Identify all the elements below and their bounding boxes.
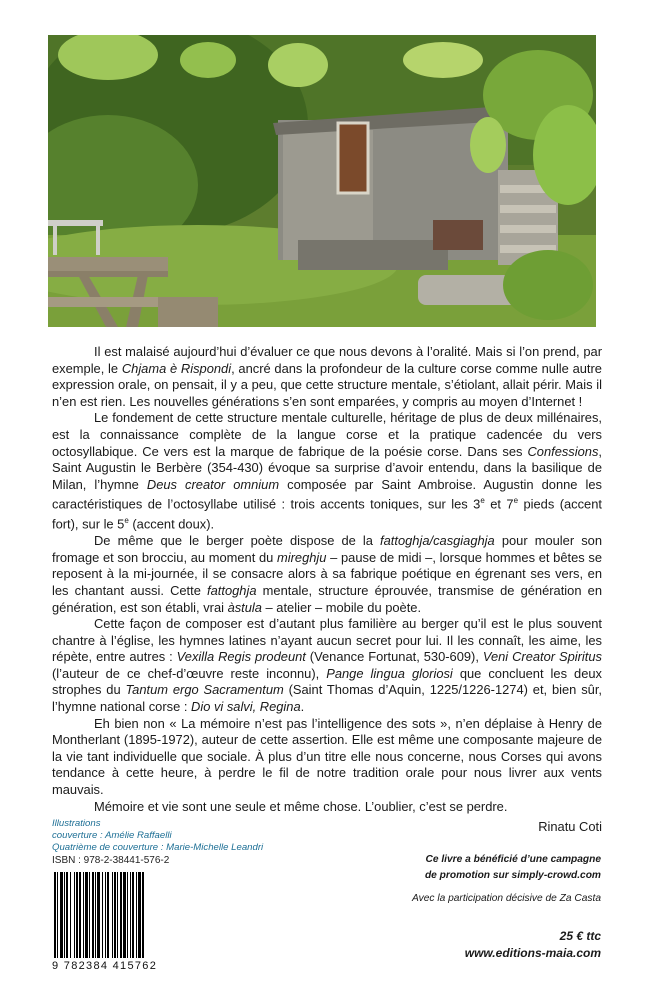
barcode-bar xyxy=(120,872,122,958)
barcode-bar xyxy=(114,872,116,958)
barcode-bar xyxy=(89,872,90,958)
barcode-bar xyxy=(74,872,75,958)
barcode-bar xyxy=(130,872,131,958)
paragraph: Eh bien non « La mémoire n’est pas l’intelligence des sots », n’en déplaise à Henry de Montherlant (1895-1972), auteur de cette assertion. Elle est même une composante majeure de la vie tant individuelle que sociale. À plus d’un titre elle nous concerne, nous Corses qui avons tendance à cette heure, à perdre le fil de notre tradition orale pour nous livrer aux vents mauvais. xyxy=(52,715,602,798)
publisher-website: www.editions-maia.com xyxy=(464,946,601,960)
isbn-digits: 9 782384 415762 xyxy=(52,960,158,972)
barcode-bar xyxy=(54,872,56,958)
barcode-bar xyxy=(142,872,144,958)
promotion-note xyxy=(341,852,601,883)
barcode-bar xyxy=(76,872,78,958)
credits-heading: Illustrations xyxy=(52,818,101,829)
price: 25 € ttc xyxy=(559,929,601,943)
paragraph: Il est malaisé aujourd’hui d’évaluer ce que nous devons à l’oralité. Mais si l’on prend, par exemple, le Chjama è Rispondi, ancré dans la profondeur de la culture corse comme nulle autre expression orale, on pensait, il y a peu, que cette structure mentale, s’étiolant, allait périr. Mais il n’en est rien. Les nouvelles générations s’en sont emparées, y compris au moyen d’Internet ! xyxy=(52,344,602,409)
barcode-bar xyxy=(127,872,128,958)
barcode-bar xyxy=(102,872,103,958)
barcode-bar xyxy=(60,872,63,958)
barcode-bar xyxy=(83,872,84,958)
barcode-bar xyxy=(70,872,71,958)
barcode-bar xyxy=(132,872,134,958)
credits-cover: couverture : Amélie Raffaelli xyxy=(52,830,172,842)
paragraph: Cette façon de composer est d’autant plus familière au berger qu’il est le plus souvent chantre à l’église, les hymnes latines n’ayant aucun secret pour lui. Il les connaît, les aime, les répète, entre autres : Vexilla Regis prodeunt (Venance Fortunat, 530-609), Veni Creator Spiritus (l’auteur de ce chef-d’œuvre reste inconnu), Pange lingua gloriosi que concluent les deux strophes du Tantum ergo Sacramentum (Saint Thomas d’Aquin, 1225/1226-1274) et, bien sûr, l’hymne national corse : Dio vi salvi, Regina. xyxy=(52,616,602,715)
cover-photo xyxy=(48,35,596,327)
barcode-bar xyxy=(112,872,113,958)
isbn-barcode xyxy=(52,872,180,960)
author-signature: Rinatu Coti xyxy=(538,819,602,835)
isbn-label: ISBN : 978-2-38441-576-2 xyxy=(52,855,170,866)
barcode-bar xyxy=(136,872,137,958)
promo-line-1: Ce livre a bénéficié d’une campagne xyxy=(425,854,601,865)
barcode-bar xyxy=(105,872,106,958)
back-cover-text xyxy=(52,344,602,836)
barcode-bar xyxy=(123,872,126,958)
barcode-bar xyxy=(107,872,109,958)
credits-back-cover: Quatrième de couverture : Marie-Michelle Leandri xyxy=(52,842,264,854)
barcode-bar xyxy=(117,872,118,958)
barcode-bar xyxy=(64,872,65,958)
barcode-bar xyxy=(57,872,58,958)
barcode-bar xyxy=(92,872,94,958)
partner-note: Avec la participation décisive de Za Casta xyxy=(412,893,601,904)
barcode-bar xyxy=(85,872,88,958)
paragraph: Le fondement de cette structure mentale culturelle, héritage de plus de deux millénaires, est la connaissance complète de la langue corse et la pratique cadencée du vers octosyllabique. Ce vers est la marque de fabrique de la poésie corse. Dans ses Confessions, Saint Augustin le Berbère (354-430) évoque sa surprise d’avoir entendu, dans la basilique de Milan, l’hymne Deus creator omnium composée par Saint Ambroise. Augustin donne les caractéristiques de l’octosyllabe utilisé : trois accents toniques, sur les 3e et 7e pieds (accent fort), sur le 5e (accent doux). xyxy=(52,410,602,532)
barcode-bar xyxy=(66,872,68,958)
paragraph: De même que le berger poète dispose de la fattoghja/casgiaghja pour mouler son fromage et son brocciu, au moment du mireghju – pause de midi –, lorsque hommes et bêtes se reposent à la mi-journée, il se consacre alors à sa fabrique poétique en égrenant ses vers, en les chantant aussi. Cette fattoghja mentale, structure éprouvée, transmise de génération en génération, est son établi, vrai àstula – atelier – mobile du poète. xyxy=(52,533,602,615)
barcode-bar xyxy=(97,872,100,958)
barcode-bar xyxy=(95,872,96,958)
illustration-credits xyxy=(52,818,372,855)
barcode-bar xyxy=(138,872,141,958)
promo-line-2: de promotion sur simply-crowd.com xyxy=(424,869,601,881)
paragraph: Mémoire et vie sont une seule et même chose. L’oublier, c’est se perdre. xyxy=(94,798,508,814)
barcode-bar xyxy=(79,872,81,958)
